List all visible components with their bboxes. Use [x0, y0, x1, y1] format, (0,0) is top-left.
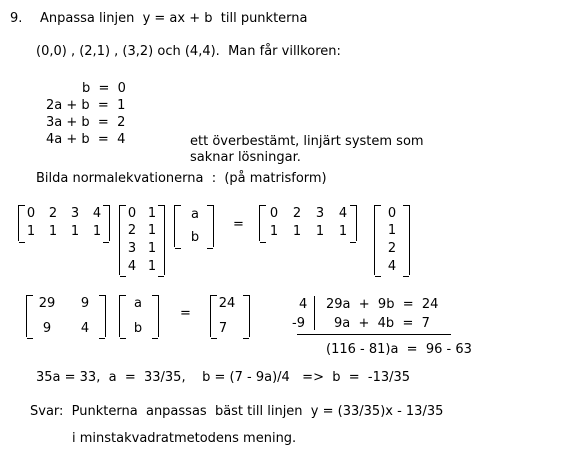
matrix-cell: b — [190, 230, 200, 245]
matrix-cell: 0 — [26, 206, 36, 221]
matrix-M — [26, 295, 106, 337]
matrix-cell: 1 — [70, 224, 80, 239]
matrix-cell: 0 — [269, 206, 279, 221]
matrix-cell: 7 — [218, 321, 228, 336]
equation-1: b = 0 — [82, 81, 126, 96]
matrix-cell: 0 — [127, 206, 137, 221]
matrix-cell: 1 — [387, 223, 397, 238]
matrix-cell: 4 — [80, 321, 90, 336]
equals-sign-2: = — [180, 306, 191, 321]
matrix-cell: 1 — [315, 224, 325, 239]
equation-3: 3a + b = 2 — [46, 115, 126, 130]
matrix-cell: 2 — [292, 206, 302, 221]
matrix-AT2 — [259, 205, 357, 241]
matrix-cell: 1 — [292, 224, 302, 239]
problem-title: Anpassa linjen y = ax + b till punkterna — [40, 11, 308, 26]
matrix-cell: a — [134, 296, 142, 311]
matrix-cell: 2 — [387, 241, 397, 256]
matrix-cell: 24 — [218, 296, 236, 311]
matrix-cell: 1 — [338, 224, 348, 239]
vector-x2 — [119, 295, 159, 337]
vector-rhs — [210, 295, 250, 337]
matrix-cell: 1 — [269, 224, 279, 239]
matrix-cell: 9 — [42, 321, 52, 336]
matrix-cell: 4 — [127, 259, 137, 274]
matrix-cell: 29 — [38, 296, 56, 311]
normal-heading: Bilda normalekvationerna : (på matrisform) — [36, 171, 327, 186]
matrix-cell: 4 — [338, 206, 348, 221]
matrix-cell: 2 — [127, 223, 137, 238]
elim-multiplier-1: 4 — [299, 297, 308, 312]
answer-line-1: Svar: Punkterna anpassas bäst till linjen y = (33/35)x - 13/35 — [30, 404, 444, 419]
matrix-cell: 1 — [48, 224, 58, 239]
note-line-1: ett överbestämt, linjärt system som — [190, 134, 424, 149]
matrix-cell: b — [133, 321, 143, 336]
elim-horizontal-line — [297, 334, 451, 335]
matrix-cell: 1 — [92, 224, 102, 239]
answer-line-2: i minstakvadratmetodens mening. — [72, 431, 297, 446]
equals-sign: = — [233, 217, 244, 232]
matrix-cell: 3 — [127, 241, 137, 256]
matrix-cell: 2 — [48, 206, 58, 221]
equation-4: 4a + b = 4 — [46, 132, 126, 147]
vector-y — [374, 205, 410, 275]
vector-x — [174, 205, 214, 247]
note-line-2: saknar lösningar. — [190, 150, 301, 165]
elim-row-2: 9a + 4b = 7 — [334, 316, 430, 331]
matrix-cell: 3 — [315, 206, 325, 221]
elim-vertical-line — [314, 296, 315, 330]
points-line: (0,0) , (2,1) , (3,2) och (4,4). Man får villkoren: — [36, 44, 341, 59]
problem-number: 9. — [10, 11, 23, 26]
matrix-cell: 3 — [70, 206, 80, 221]
equation-2: 2a + b = 1 — [46, 98, 126, 113]
matrix-cell: 1 — [147, 206, 157, 221]
matrix-AT — [18, 205, 110, 241]
matrix-cell: 1 — [147, 259, 157, 274]
matrix-cell: 4 — [387, 259, 397, 274]
matrix-cell: a — [191, 207, 199, 222]
matrix-cell: 9 — [80, 296, 90, 311]
matrix-A — [119, 205, 165, 275]
elim-multiplier-2: -9 — [292, 316, 305, 331]
matrix-cell: 4 — [92, 206, 102, 221]
elim-result: (116 - 81)a = 96 - 63 — [326, 342, 472, 357]
matrix-cell: 0 — [387, 206, 397, 221]
matrix-cell: 1 — [147, 223, 157, 238]
elim-row-1: 29a + 9b = 24 — [326, 297, 439, 312]
matrix-cell: 1 — [147, 241, 157, 256]
solution-line: 35a = 33, a = 33/35, b = (7 - 9a)/4 => b = -13/35 — [36, 370, 411, 385]
matrix-cell: 1 — [26, 224, 36, 239]
